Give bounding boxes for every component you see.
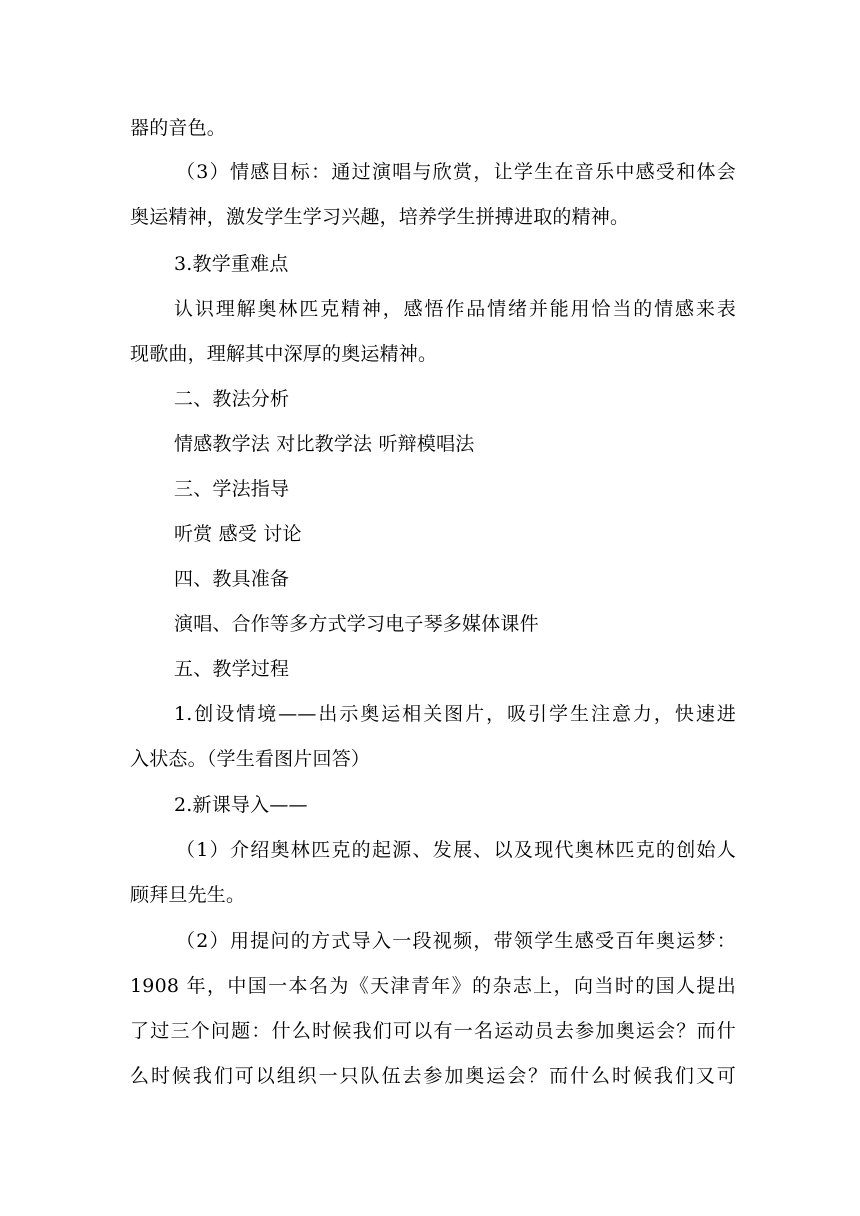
text-line: 现歌曲，理解其中深厚的奥运精神。: [130, 343, 438, 365]
section-heading: 二、教法分析: [174, 388, 290, 410]
text-line: 顾拜旦先生。: [130, 884, 246, 906]
text-line: 认识理解奥林匹克精神，感悟作品情绪并能用恰当的情感来表: [174, 298, 736, 320]
section-heading: 五、教学过程: [174, 658, 290, 680]
text-line: 1908 年，中国一本名为《天津青年》的杂志上，向当时的国人提出: [130, 975, 736, 997]
text-line: 1.创设情境——出示奥运相关图片，吸引学生注意力，快速进: [174, 703, 736, 725]
text-line: （2）用提问的方式导入一段视频，带领学生感受百年奥运梦：: [176, 930, 736, 952]
text-line: 奥运精神，激发学生学习兴趣，培养学生拼搏进取的精神。: [130, 206, 630, 228]
text-line: 演唱、合作等多方式学习电子琴多媒体课件: [174, 613, 539, 635]
text-line: 了过三个问题：什么时候我们可以有一名运动员去参加奥运会？而什: [130, 1020, 736, 1042]
text-line: （3）情感目标：通过演唱与欣赏，让学生在音乐中感受和体会: [176, 161, 736, 183]
section-heading: 四、教具准备: [174, 568, 290, 590]
section-heading: 三、学法指导: [174, 478, 290, 500]
text-line: 情感教学法 对比教学法 听辩模唱法: [174, 433, 475, 455]
text-line: （1）介绍奥林匹克的起源、发展、以及现代奥林匹克的创始人: [176, 839, 736, 861]
section-heading: 3.教学重难点: [174, 253, 289, 275]
text-line: 么时候我们可以组织一只队伍去参加奥运会？而什么时候我们又可: [130, 1065, 736, 1087]
text-line: 器的音色。: [130, 117, 227, 139]
text-line: 听赏 感受 讨论: [174, 523, 302, 545]
section-heading: 2.新课导入——: [174, 794, 308, 816]
text-line: 入状态。（学生看图片回答）: [130, 748, 371, 770]
